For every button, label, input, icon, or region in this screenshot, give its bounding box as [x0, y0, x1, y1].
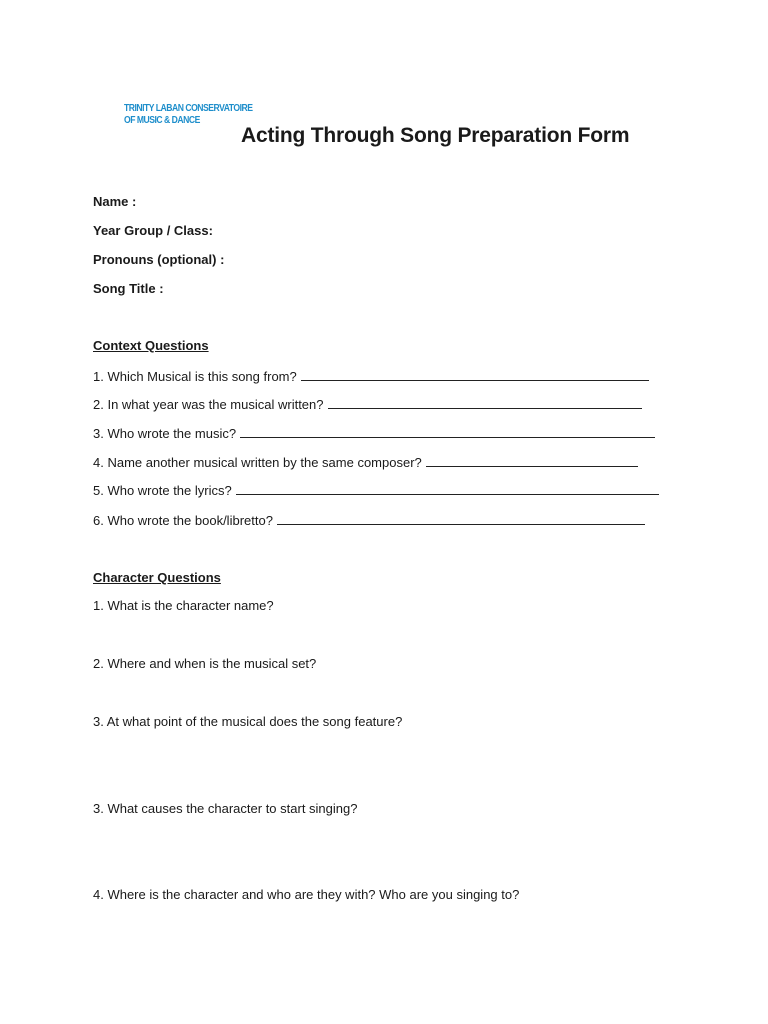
- character-question-3: 3. At what point of the musical does the song feature?: [93, 714, 403, 729]
- name-label: Name :: [93, 194, 137, 209]
- character-question-2: 2. Where and when is the musical set?: [93, 656, 317, 671]
- context-question-4-text: 4. Name another musical written by the same composer?: [93, 455, 422, 470]
- context-questions-heading: Context Questions: [93, 338, 209, 353]
- answer-line[interactable]: [277, 512, 645, 525]
- context-question-1-text: 1. Which Musical is this song from?: [93, 369, 297, 384]
- answer-line[interactable]: [236, 482, 659, 495]
- logo-line-1: TRINITY LABAN CONSERVATOIRE: [124, 102, 253, 114]
- character-questions-heading: Character Questions: [93, 570, 221, 585]
- context-question-1: [93, 368, 649, 384]
- answer-line[interactable]: [328, 396, 642, 409]
- answer-line[interactable]: [301, 368, 649, 381]
- context-question-6-text: 6. Who wrote the book/libretto?: [93, 513, 273, 528]
- song-title-label: Song Title :: [93, 281, 164, 296]
- answer-line[interactable]: [240, 425, 655, 438]
- character-question-1: 1. What is the character name?: [93, 598, 274, 613]
- logo-line-2: OF MUSIC & DANCE: [124, 114, 200, 126]
- context-question-2: [93, 396, 642, 412]
- trinity-laban-logo: [124, 102, 252, 126]
- context-question-3: [93, 425, 655, 441]
- character-question-3b: 3. What causes the character to start singing?: [93, 801, 358, 816]
- context-question-5-text: 5. Who wrote the lyrics?: [93, 483, 232, 498]
- pronouns-label: Pronouns (optional) :: [93, 252, 225, 267]
- context-question-3-text: 3. Who wrote the music?: [93, 426, 237, 441]
- answer-line[interactable]: [426, 454, 638, 467]
- context-question-4: [93, 454, 638, 470]
- context-question-6: [93, 512, 645, 528]
- year-group-label: Year Group / Class:: [93, 223, 213, 238]
- context-question-5: [93, 482, 659, 498]
- context-question-2-text: 2. In what year was the musical written?: [93, 397, 324, 412]
- character-question-4: 4. Where is the character and who are they with? Who are you singing to?: [93, 887, 520, 902]
- page-title: Acting Through Song Preparation Form: [241, 124, 630, 147]
